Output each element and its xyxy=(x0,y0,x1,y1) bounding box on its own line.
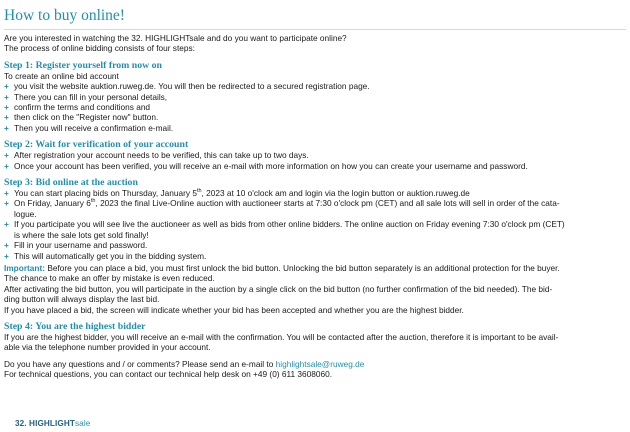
step1-lead: To create an online bid account xyxy=(4,70,119,81)
step1-item: + then click on the "Register now" button. xyxy=(4,112,626,122)
step3-item1-sup: th xyxy=(196,188,202,195)
step3-item3-b: is where the sale lots get sold finally! xyxy=(14,229,149,240)
step2-heading: Step 2: Wait for verification of your account xyxy=(4,139,189,151)
important-text-1: Before you can place a bid, you must first unlock the bid button. Unlocking the bid button separately is an additional protection for the buyer. xyxy=(45,262,560,273)
step1-item: + There you can fill in your personal details, xyxy=(4,92,626,102)
step3-item3-a: If you participate you will see live the auctioneer as well as bids from other online bidders. The online auction on Friday evening 7:30 o'clock pm (CET) xyxy=(14,219,565,230)
intro-line-2: The process of online bidding consists of four steps: xyxy=(4,43,195,54)
step3-item xyxy=(4,188,626,198)
title-divider xyxy=(4,29,626,30)
step4-text-1: If you are the highest bidder, you will receive an e-mail with the confirmation. You will be contacted after the auction, therefore it is important to be avail- xyxy=(4,331,559,342)
step1-item: + you visit the website auktion.ruweg.de. You will then be redirected to a secured registration page. xyxy=(4,81,626,91)
step3-heading: Step 3: Bid online at the auction xyxy=(4,177,138,189)
after-text-1: After activating the bid button, you will participate in the auction by a single click on the bid button (no further confirmation of the bid needed). The bid- xyxy=(4,283,553,294)
important-text-2: The chance to make an offer by mistake is even reduced. xyxy=(4,273,215,284)
step3-item xyxy=(4,198,626,219)
step4-text-2: able via the telephone number provided in your account. xyxy=(4,342,211,353)
step3-item2-a: On Friday, January 6 xyxy=(14,198,91,209)
after-text-3: If you have placed a bid, the screen will indicate whether your bid has been accepted and whether you are the highest bidder. xyxy=(4,304,464,315)
step3-item xyxy=(4,219,626,240)
step1-item: + Then you will receive a confirmation e-mail. xyxy=(4,123,626,133)
step3-item1-b: , 2023 at 10 o'clock am and login via the login button or auktion.ruweg.de xyxy=(201,188,470,199)
footer-brand xyxy=(15,419,90,428)
important-note xyxy=(4,263,626,273)
intro-line-1: Are you interested in watching the 32. HIGHLIGHTsale and do you want to participate online? xyxy=(4,33,347,43)
page-title: How to buy online! xyxy=(4,7,125,24)
step2-item: + After registration your account needs to be verified, this can take up to two days. xyxy=(4,150,626,160)
step1-heading: Step 1: Register yourself from now on xyxy=(4,59,163,71)
contact-line-1 xyxy=(4,359,626,369)
step2-item: + Once your account has been verified, you will receive an e-mail with more information on how you can create your username and password. xyxy=(4,161,626,171)
contact-question: Do you have any questions and / or comments? Please send an e-mail to xyxy=(4,358,276,369)
footer-brand-main: 32. HIGHLIGHT xyxy=(15,419,75,428)
after-text-2: ding button will always display the last bid. xyxy=(4,294,160,305)
email-link[interactable]: highlightsale@ruweg.de xyxy=(275,358,365,369)
step1-item: + confirm the terms and conditions and xyxy=(4,102,626,112)
step3-item2-sup: th xyxy=(90,198,96,205)
step3-item: + This will automatically get you in the bidding system. xyxy=(4,251,626,261)
step3-item2-c: logue. xyxy=(14,208,37,219)
contact-line-2: For technical questions, you can contact our technical help desk on +49 (0) 611 3608060. xyxy=(4,369,333,380)
step3-item1-a: You can start placing bids on Thursday, January 5 xyxy=(14,188,197,199)
footer-brand-sale: sale xyxy=(74,419,91,428)
important-label: Important: xyxy=(4,262,46,273)
step3-item2-b: , 2023 the final Live-Online auction with auctioneer starts at 7:30 o'clock pm (CET) and all sale lots will sell in order of the cata- xyxy=(95,198,560,209)
step3-item: + Fill in your username and password. xyxy=(4,240,626,250)
step4-heading: Step 4: You are the highest bidder xyxy=(4,320,146,332)
